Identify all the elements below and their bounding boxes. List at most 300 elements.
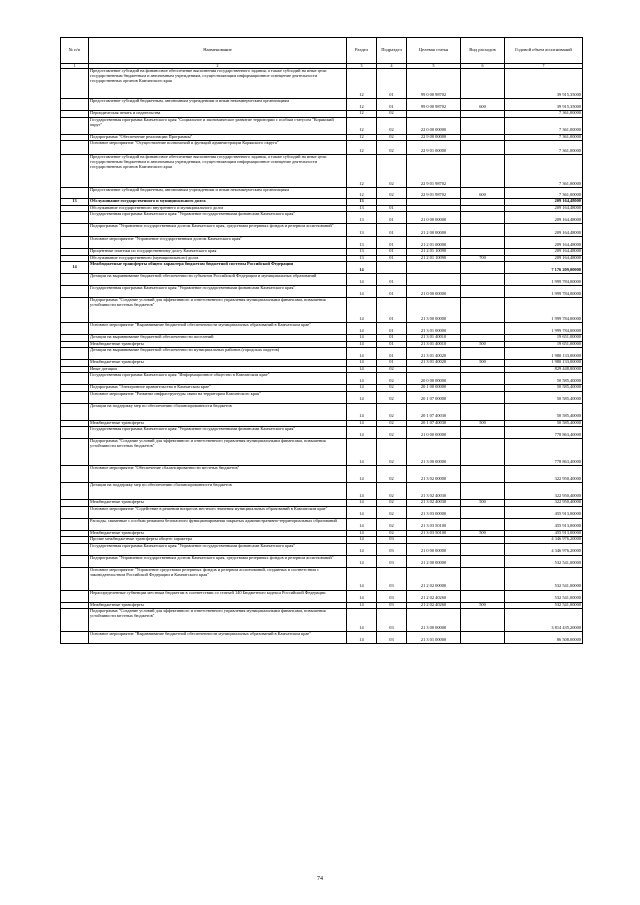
row-expense-type [461, 466, 505, 483]
row-name: Основное мероприятие "Обеспечение сбалансированности местных бюджетов" [89, 466, 347, 483]
row-subsection: 02 [377, 427, 407, 439]
row-target-article: 21 2 02 40260 [407, 590, 461, 602]
row-number: 14 [61, 262, 89, 274]
row-target-article: 20 1 00 00000 [407, 385, 461, 392]
row-section: 14 [347, 366, 377, 373]
row-amount: 778 863,40000 [505, 439, 583, 466]
row-amount: 7 361,00000 [505, 188, 583, 199]
row-subsection: 01 [377, 360, 407, 367]
row-name: Межбюджетные трансферты [89, 341, 347, 348]
row-number [61, 286, 89, 298]
row-subsection: 02 [377, 188, 407, 199]
row-section: 12 [347, 99, 377, 111]
row-name: Иные дотации [89, 366, 347, 373]
row-number [61, 518, 89, 530]
row-name: Нераспределенные субвенции местным бюджетам в соответствии со статьей 140 Бюджетного кодекса Российской Федерации [89, 590, 347, 602]
row-target-article: 21 0 00 00000 [407, 212, 461, 224]
row-number: 13 [61, 199, 89, 206]
row-subsection: 03 [377, 632, 407, 644]
table-body [61, 69, 583, 644]
row-target-article: 21 3 01 40020 [407, 360, 461, 367]
row-target-article [407, 262, 461, 274]
row-section: 14 [347, 555, 377, 567]
row-target-article: 99 0 00 98702 [407, 69, 461, 99]
row-expense-type [461, 543, 505, 555]
row-section: 14 [347, 506, 377, 518]
row-section: 14 [347, 262, 377, 274]
row-number [61, 155, 89, 188]
row-section: 14 [347, 543, 377, 555]
row-target-article: 21 3 02 40030 [407, 500, 461, 507]
row-target-article: 21 3 00 00000 [407, 298, 461, 323]
row-expense-type [461, 298, 505, 323]
row-number [61, 323, 89, 335]
row-number [61, 590, 89, 602]
row-name: Основное мероприятие "Выравнивание бюджетной обеспеченности муниципальных образований в Камчатском крае" [89, 323, 347, 335]
table-row [61, 567, 583, 590]
row-expense-type: 500 [461, 360, 505, 367]
column-index: 2 [89, 63, 347, 69]
row-amount: 455 913,00000 [505, 506, 583, 518]
table-row [61, 403, 583, 420]
row-expense-type: 600 [461, 99, 505, 111]
row-name: Подпрограмма "Электронное правительство в Камчатском крае" [89, 385, 347, 392]
row-amount: 7 361,00000 [505, 134, 583, 141]
table-row [61, 224, 583, 237]
row-name: Дотации на поддержку мер по обеспечению сбалансированности бюджетов [89, 483, 347, 500]
row-name: Обслуживание государственного и муниципального долга [89, 199, 347, 206]
header-expense-type: Вид расходов [461, 38, 505, 64]
row-number [61, 99, 89, 111]
row-amount: 7 361,00000 [505, 155, 583, 188]
row-amount: 1 980 133,00000 [505, 360, 583, 367]
row-amount: 39 915,35000 [505, 99, 583, 111]
row-section: 12 [347, 141, 377, 155]
row-target-article: 21 3 01 00000 [407, 632, 461, 644]
row-expense-type [461, 274, 505, 286]
row-subsection: 02 [377, 403, 407, 420]
table-row [61, 298, 583, 323]
column-index: 6 [461, 63, 505, 69]
row-section: 14 [347, 590, 377, 602]
row-target-article: 22 9 01 00000 [407, 141, 461, 155]
row-expense-type [461, 590, 505, 602]
row-expense-type [461, 373, 505, 385]
row-section: 14 [347, 341, 377, 348]
row-section: 13 [347, 199, 377, 206]
table-row [61, 69, 583, 99]
row-expense-type: 600 [461, 188, 505, 199]
row-number [61, 439, 89, 466]
table-row [61, 99, 583, 111]
row-section: 14 [347, 391, 377, 403]
row-subsection: 03 [377, 567, 407, 590]
row-target-article: 20 1 07 40030 [407, 420, 461, 427]
row-section: 14 [347, 483, 377, 500]
row-name: Дотации на выравнивание бюджетной обеспеченности субъектов Российской Федерации и муниципальных образований [89, 274, 347, 286]
row-subsection: 01 [377, 224, 407, 237]
row-name: Государственная программа Камчатского края "Управление государственными финансами Камчатского края" [89, 543, 347, 555]
row-section: 14 [347, 274, 377, 286]
row-expense-type [461, 323, 505, 335]
row-section: 14 [347, 602, 377, 609]
row-name: Обслуживание государственного внутреннего и муниципального долга [89, 205, 347, 212]
row-subsection: 02 [377, 483, 407, 500]
row-section: 14 [347, 298, 377, 323]
row-amount: 455 913,00000 [505, 518, 583, 530]
row-section: 14 [347, 537, 377, 544]
row-number [61, 188, 89, 199]
row-subsection: 03 [377, 537, 407, 544]
row-expense-type [461, 348, 505, 360]
row-subsection: 03 [377, 609, 407, 632]
row-target-article: 21 3 00 00000 [407, 609, 461, 632]
row-amount: 1 999 784,00000 [505, 274, 583, 286]
row-target-article [407, 274, 461, 286]
row-number [61, 224, 89, 237]
table-header-row [61, 38, 583, 64]
table-row [61, 188, 583, 199]
row-expense-type [461, 403, 505, 420]
row-subsection: 02 [377, 506, 407, 518]
row-amount: 7 361,00000 [505, 141, 583, 155]
row-expense-type [461, 483, 505, 500]
table-row [61, 373, 583, 385]
row-expense-type [461, 262, 505, 274]
row-section: 12 [347, 155, 377, 188]
column-index: 4 [377, 63, 407, 69]
row-section: 14 [347, 518, 377, 530]
row-section: 14 [347, 530, 377, 537]
row-name: Подпрограмма "Создание условий для эффективного и ответственного управления муниципальными финансами, повышения устойчивости местных бюджетов" [89, 298, 347, 323]
row-expense-type [461, 632, 505, 644]
row-section: 13 [347, 237, 377, 249]
row-number [61, 632, 89, 644]
row-number [61, 274, 89, 286]
row-amount: 209 164,48000 [505, 212, 583, 224]
row-target-article: 21 3 02 00000 [407, 466, 461, 483]
row-amount: 4 346 976,20000 [505, 537, 583, 544]
row-section: 14 [347, 348, 377, 360]
row-subsection: 01 [377, 249, 407, 256]
row-expense-type [461, 518, 505, 530]
row-subsection: 01 [377, 286, 407, 298]
row-target-article: 21 2 01 00000 [407, 237, 461, 249]
table-row [61, 274, 583, 286]
row-number [61, 298, 89, 323]
row-number [61, 555, 89, 567]
row-expense-type [461, 391, 505, 403]
header-section: Раздел [347, 38, 377, 64]
row-number [61, 348, 89, 360]
row-name: Межбюджетные трансферты [89, 530, 347, 537]
row-section: 13 [347, 255, 377, 262]
row-expense-type: 700 [461, 255, 505, 262]
header-subsection: Подраздел [377, 38, 407, 64]
row-expense-type: 500 [461, 530, 505, 537]
row-section: 14 [347, 500, 377, 507]
row-subsection: 01 [377, 237, 407, 249]
row-name: Прочие межбюджетные трансферты общего характера [89, 537, 347, 544]
row-number [61, 609, 89, 632]
row-expense-type: 500 [461, 602, 505, 609]
row-section: 14 [347, 385, 377, 392]
row-section: 14 [347, 403, 377, 420]
row-target-article: 21 2 01 10090 [407, 255, 461, 262]
table-row [61, 117, 583, 134]
table-row [61, 262, 583, 274]
row-amount: 7 361,00000 [505, 117, 583, 134]
header-number: № п/п [61, 38, 89, 64]
row-target-article: 21 3 01 00000 [407, 323, 461, 335]
row-number [61, 117, 89, 134]
row-target-article: 21 3 00 00000 [407, 439, 461, 466]
column-index: 5 [407, 63, 461, 69]
table-row [61, 391, 583, 403]
row-name: Основное мероприятие "Управление государственным долгом Камчатского края" [89, 237, 347, 249]
row-name: Межбюджетные трансферты [89, 420, 347, 427]
row-expense-type [461, 237, 505, 249]
table-row [61, 632, 583, 644]
row-section: 14 [347, 427, 377, 439]
table-row [61, 543, 583, 555]
row-subsection: 02 [377, 500, 407, 507]
row-name: Подпрограмма "Управление государственным долгом Камчатского края, средствами резервных фондов и резервом ассигнований" [89, 555, 347, 567]
row-name: Государственная программа Камчатского края "Социальное и экономическое развитие территории с особым статусом "Корякский округ" [89, 117, 347, 134]
row-name: Межбюджетные трансферты [89, 602, 347, 609]
row-name: Процентные платежи по государственному долгу Камчатского края [89, 249, 347, 256]
row-section: 12 [347, 134, 377, 141]
header-name: Наименование [89, 38, 347, 64]
row-subsection: 01 [377, 348, 407, 360]
row-target-article: 21 3 03 50100 [407, 530, 461, 537]
table-row [61, 555, 583, 567]
row-subsection: 02 [377, 141, 407, 155]
row-number [61, 69, 89, 99]
row-name: Обслуживание государственного (муниципального) долга [89, 255, 347, 262]
row-number [61, 466, 89, 483]
row-subsection: 02 [377, 155, 407, 188]
row-expense-type [461, 155, 505, 188]
row-number [61, 506, 89, 518]
row-name: Расходы, связанные с особым режимом безопасного функционирования закрытых административно-территориальных образований [89, 518, 347, 530]
row-expense-type [461, 141, 505, 155]
row-subsection: 02 [377, 466, 407, 483]
row-amount: 7 176 209,00000 [505, 262, 583, 274]
row-subsection: 01 [377, 341, 407, 348]
row-subsection: 01 [377, 99, 407, 111]
row-subsection: 02 [377, 134, 407, 141]
row-number [61, 483, 89, 500]
row-name: Государственная программа Камчатского края "Информационное общество в Камчатском крае" [89, 373, 347, 385]
row-target-article: 22 9 01 98702 [407, 155, 461, 188]
row-expense-type [461, 506, 505, 518]
row-amount: 209 164,48000 [505, 199, 583, 206]
row-expense-type [461, 439, 505, 466]
row-expense-type [461, 555, 505, 567]
row-amount: 532 541,00000 [505, 602, 583, 609]
row-target-article: 21 2 01 10090 [407, 249, 461, 256]
row-target-article: 20 0 00 00000 [407, 373, 461, 385]
row-name: Государственная программа Камчатского края "Управление государственными финансами Камчатского края" [89, 286, 347, 298]
row-subsection: 01 [377, 323, 407, 335]
row-section: 12 [347, 111, 377, 118]
row-target-article: 22 9 01 98702 [407, 188, 461, 199]
row-subsection: 03 [377, 590, 407, 602]
row-section: 12 [347, 69, 377, 99]
row-name: Предоставление субсидий на финансовое обеспечение выполнения государственного задания, а также субсидий на иные цели государственным бюджетным и автономным учреждениям, осуществляющим информационное освещение деятельности государственных органов Камчатского края [89, 155, 347, 188]
row-section: 14 [347, 420, 377, 427]
row-number [61, 237, 89, 249]
row-subsection: 01 [377, 298, 407, 323]
row-target-article: 20 1 07 40030 [407, 403, 461, 420]
row-name: Основное мероприятие "Управление средствами резервных фондов и резервом ассигнований, созданных в соответствии с законодательством Российской Федерации и Камчатского края" [89, 567, 347, 590]
row-subsection: 02 [377, 530, 407, 537]
column-index: 1 [61, 63, 89, 69]
row-amount: 1 999 784,00000 [505, 323, 583, 335]
row-amount: 86 508,00000 [505, 632, 583, 644]
row-name: Подпрограмма "Обеспечение реализации Программы" [89, 134, 347, 141]
row-target-article: 21 3 02 40030 [407, 483, 461, 500]
table-row [61, 286, 583, 298]
row-name: Межбюджетные трансферты [89, 500, 347, 507]
row-section: 14 [347, 567, 377, 590]
row-section: 14 [347, 323, 377, 335]
row-name: Периодическая печать и издательства [89, 111, 347, 118]
row-section: 13 [347, 224, 377, 237]
row-subsection: 02 [377, 366, 407, 373]
row-amount: 50 585,40000 [505, 385, 583, 392]
row-amount: 209 164,48000 [505, 205, 583, 212]
row-amount: 209 164,48000 [505, 237, 583, 249]
row-amount: 1 999 784,00000 [505, 298, 583, 323]
header-annual-amount: Годовой объем ассигнований [505, 38, 583, 64]
row-target-article: 21 3 01 40020 [407, 348, 461, 360]
row-amount: 4 346 976,20000 [505, 543, 583, 555]
row-section: 14 [347, 360, 377, 367]
row-section: 13 [347, 205, 377, 212]
row-subsection: 03 [377, 555, 407, 567]
row-name: Основное мероприятие "Осуществление полномочий и функций администрации Корякского округа" [89, 141, 347, 155]
row-amount: 532 541,00000 [505, 567, 583, 590]
row-amount: 209 164,48000 [505, 224, 583, 237]
row-number [61, 543, 89, 555]
row-section: 12 [347, 188, 377, 199]
table-row [61, 506, 583, 518]
row-expense-type [461, 69, 505, 99]
row-subsection: 01 [377, 205, 407, 212]
row-section: 14 [347, 439, 377, 466]
row-section: 12 [347, 117, 377, 134]
row-expense-type [461, 609, 505, 632]
row-amount: 829 448,80000 [505, 366, 583, 373]
table-row [61, 141, 583, 155]
row-amount: 50 585,40000 [505, 403, 583, 420]
row-amount: 1 999 784,00000 [505, 286, 583, 298]
row-subsection: 01 [377, 212, 407, 224]
row-target-article: 21 0 00 00000 [407, 286, 461, 298]
row-number [61, 373, 89, 385]
row-target-article: 21 2 02 40260 [407, 602, 461, 609]
row-number [61, 391, 89, 403]
row-subsection: 02 [377, 439, 407, 466]
row-amount: 209 164,48000 [505, 255, 583, 262]
row-target-article: 22 0 00 00000 [407, 117, 461, 134]
row-subsection: 02 [377, 518, 407, 530]
row-name: Дотации на выравнивание бюджетной обеспеченности муниципальных районов (городских округов) [89, 348, 347, 360]
column-index: 3 [347, 63, 377, 69]
row-name: Подпрограмма "Управление государственным долгом Камчатского края, средствами резервных фондов и резервом ассигнований" [89, 224, 347, 237]
row-target-article: 21 2 02 00000 [407, 567, 461, 590]
row-target-article: 21 3 03 00000 [407, 506, 461, 518]
row-target-article: 20 1 07 00000 [407, 391, 461, 403]
row-subsection: 02 [377, 391, 407, 403]
row-subsection: 01 [377, 335, 407, 342]
row-amount: 39 915,35000 [505, 69, 583, 99]
table-row [61, 323, 583, 335]
row-section: 14 [347, 335, 377, 342]
row-target-article: 21 2 00 00000 [407, 555, 461, 567]
row-subsection: 02 [377, 111, 407, 118]
row-amount: 455 913,00000 [505, 530, 583, 537]
row-subsection: 02 [377, 373, 407, 385]
row-expense-type: 500 [461, 420, 505, 427]
row-target-article: 21 3 01 40010 [407, 341, 461, 348]
row-amount: 19 651,00000 [505, 341, 583, 348]
row-amount: 532 541,00000 [505, 555, 583, 567]
row-amount: 532 541,00000 [505, 590, 583, 602]
row-number [61, 141, 89, 155]
table-row [61, 348, 583, 360]
row-number [61, 212, 89, 224]
row-section: 13 [347, 212, 377, 224]
row-subsection: 01 [377, 69, 407, 99]
row-amount: 50 585,40000 [505, 420, 583, 427]
row-target-article: 99 0 00 98702 [407, 99, 461, 111]
row-amount: 322 950,40000 [505, 483, 583, 500]
row-subsection: 03 [377, 602, 407, 609]
row-amount: 50 585,40000 [505, 373, 583, 385]
row-target-article: 21 3 01 40010 [407, 335, 461, 342]
row-expense-type: 500 [461, 341, 505, 348]
table-row [61, 518, 583, 530]
table-row [61, 590, 583, 602]
column-index: 7 [505, 63, 583, 69]
header-target-article: Целевая статья [407, 38, 461, 64]
row-amount: 778 863,40000 [505, 427, 583, 439]
row-name: Основное мероприятие "Содействие в решении вопросов местного значения муниципальных образований в Камчатском крае" [89, 506, 347, 518]
row-number [61, 567, 89, 590]
row-subsection: 02 [377, 385, 407, 392]
table-row [61, 212, 583, 224]
row-name: Дотации на выравнивание бюджетной обеспеченности поселений [89, 335, 347, 342]
row-name: Подпрограмма "Создание условий для эффективного и ответственного управления муниципальными финансами, повышения устойчивости местных бюджетов" [89, 439, 347, 466]
row-subsection: 02 [377, 117, 407, 134]
table-row [61, 155, 583, 188]
row-expense-type [461, 286, 505, 298]
row-amount: 209 164,48000 [505, 249, 583, 256]
row-expense-type [461, 567, 505, 590]
table-row [61, 466, 583, 483]
row-name: Государственная программа Камчатского края "Управление государственными финансами Камчатского края" [89, 212, 347, 224]
row-section: 13 [347, 249, 377, 256]
budget-document-page [60, 37, 582, 644]
row-section: 14 [347, 373, 377, 385]
table-row [61, 439, 583, 466]
row-amount: 19 651,00000 [505, 335, 583, 342]
row-expense-type [461, 117, 505, 134]
row-amount: 322 950,40000 [505, 500, 583, 507]
